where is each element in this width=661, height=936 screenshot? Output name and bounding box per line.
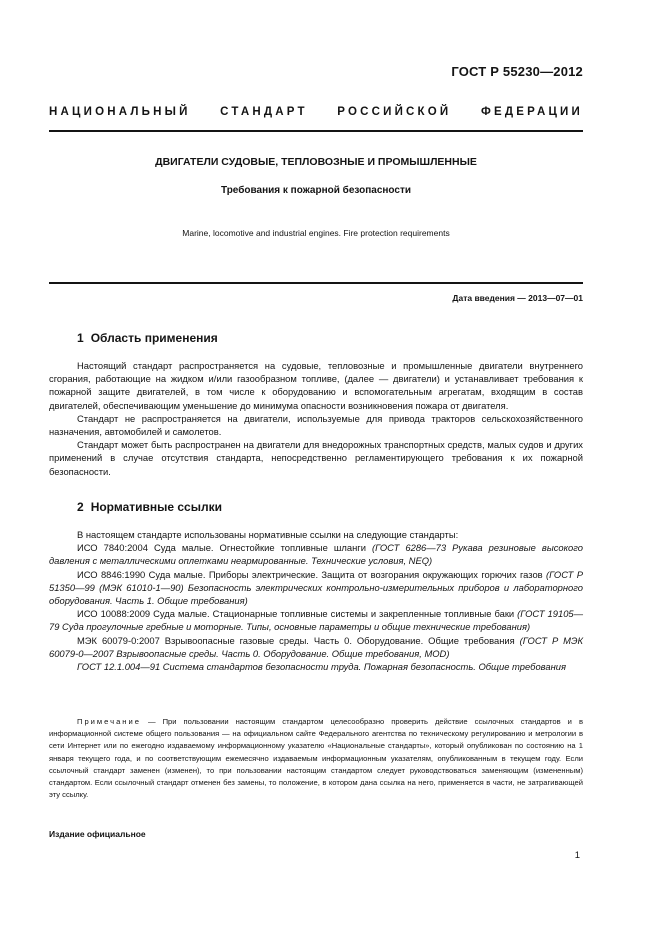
section-2-body xyxy=(49,528,583,673)
reference-item xyxy=(49,607,583,633)
section-title: Нормативные ссылки xyxy=(90,500,222,514)
reference-item xyxy=(49,634,583,660)
paragraph: В настоящем стандарте использованы нормативные ссылки на следующие стандарты: xyxy=(77,529,459,540)
section-1-body xyxy=(49,359,583,478)
reference-main: ИСО 10088:2009 Суда малые. Стационарные топливные системы и закрепленные топливные баки xyxy=(77,608,518,620)
note-text: — При пользовании настоящим стандартом целесообразно проверить действие ссылочных стандартов и в информационной системе общего пользования — на официальном сайте Федерального агентства по техническому регулированию и метрологии в сети Интернет или по ежегодно издаваемому информационному указателю «Национальные стандарты», который опубликован по состоянию на 1 января текущего года, и по соответствующим ежемесячно издаваемым информационным указателям, опубликованным в текущем году. Если ссылочный стандарт заменен (изменен), то при пользовании настоящим стандартом следует руководствоваться заменяющим (измененным) стандартом. Если ссылочный стандарт отменен без замены, то положение, в котором дана ссылка на него, применяется в части, не затрагивающей эту ссылку. xyxy=(49,717,583,800)
reference-item xyxy=(49,541,583,567)
reference-item xyxy=(49,660,583,673)
reference-equivalent: ГОСТ 12.1.004—91 Система стандартов безопасности труда. Пожарная безопасность. Общие требования xyxy=(77,661,566,673)
bottom-divider xyxy=(49,282,583,284)
paragraph: Настоящий стандарт распространяется на судовые, тепловозные и промышленные двигатели внутреннего сгорания, работающие на жидком и/или газообразном топливе, (далее — двигатели) и устанавливает требования к пожарной защите двигателей, в том числе к оборудованию и вспомогательным агрегатам, входящим в состав двигателей, обеспечивающим уменьшение до минимума опасности возникновения пожара от двигателя. xyxy=(49,360,583,411)
section-1-heading xyxy=(77,331,218,345)
reference-equivalent: (ГОСТ Р 51350—99 (МЭК 61010-1—90) Безопасность электрических контрольно-измерительных приборов и лабораторного оборудования. Часть 1. Общие требования) xyxy=(49,568,584,607)
note-label: Примечание xyxy=(77,717,141,726)
reference-equivalent: (ГОСТ 6286—73 Рукава резиновые высокого давления с металлическими оплетками неармированные. Технические условия, NEQ) xyxy=(49,542,583,567)
reference-main: МЭК 60079-0:2007 Взрывоопасные газовые среды. Часть 0. Оборудование. Общие требования xyxy=(77,634,520,646)
section-2-heading xyxy=(77,500,222,514)
document-code: ГОСТ Р 55230—2012 xyxy=(451,64,583,79)
english-title: Marine, locomotive and industrial engines. Fire protection requirements xyxy=(182,228,450,238)
reference-main: ИСО 8846:1990 Суда малые. Приборы электрические. Защита от возгорания окружающих горючих газов xyxy=(77,568,547,580)
reference-equivalent: (ГОСТ 19105—79 Суда прогулочные гребные и моторные. Типы, основные параметры и общие технические требования) xyxy=(49,608,583,633)
paragraph: Стандарт может быть распространен на двигатели для внедорожных транспортных средств, малых судов и других применений в случае отсутствия стандарта, непосредственно регламентирующего требования к их пожарной безопасности. xyxy=(49,439,583,477)
reference-equivalent: (ГОСТ Р МЭК 60079-0—2007 Взрывоопасные среды. Часть 0. Оборудование. Общие требования, MOD) xyxy=(49,634,583,659)
introduction-date: Дата введения — 2013—07—01 xyxy=(452,293,583,303)
national-standard-heading: НАЦИОНАЛЬНЫЙ СТАНДАРТ РОССИЙСКОЙ ФЕДЕРАЦИИ xyxy=(49,106,583,118)
note-block xyxy=(49,716,583,801)
standard-subtitle: Требования к пожарной безопасности xyxy=(220,185,412,196)
section-number: 2 xyxy=(77,500,84,514)
reference-item xyxy=(49,568,583,608)
standard-title: ДВИГАТЕЛИ СУДОВЫЕ, ТЕПЛОВОЗНЫЕ И ПРОМЫШЛЕННЫЕ xyxy=(155,156,477,168)
page-number: 1 xyxy=(574,850,580,861)
official-edition-label: Издание официальное xyxy=(49,829,146,839)
section-number: 1 xyxy=(77,331,84,345)
top-divider xyxy=(49,130,583,132)
reference-main: ИСО 7840:2004 Суда малые. Огнестойкие топливные шланги xyxy=(77,542,372,554)
section-title: Область применения xyxy=(90,331,218,345)
paragraph: Стандарт не распространяется на двигатели, используемые для привода тракторов сельскохозяйственного назначения, автомобилей и самолетов. xyxy=(49,412,583,438)
